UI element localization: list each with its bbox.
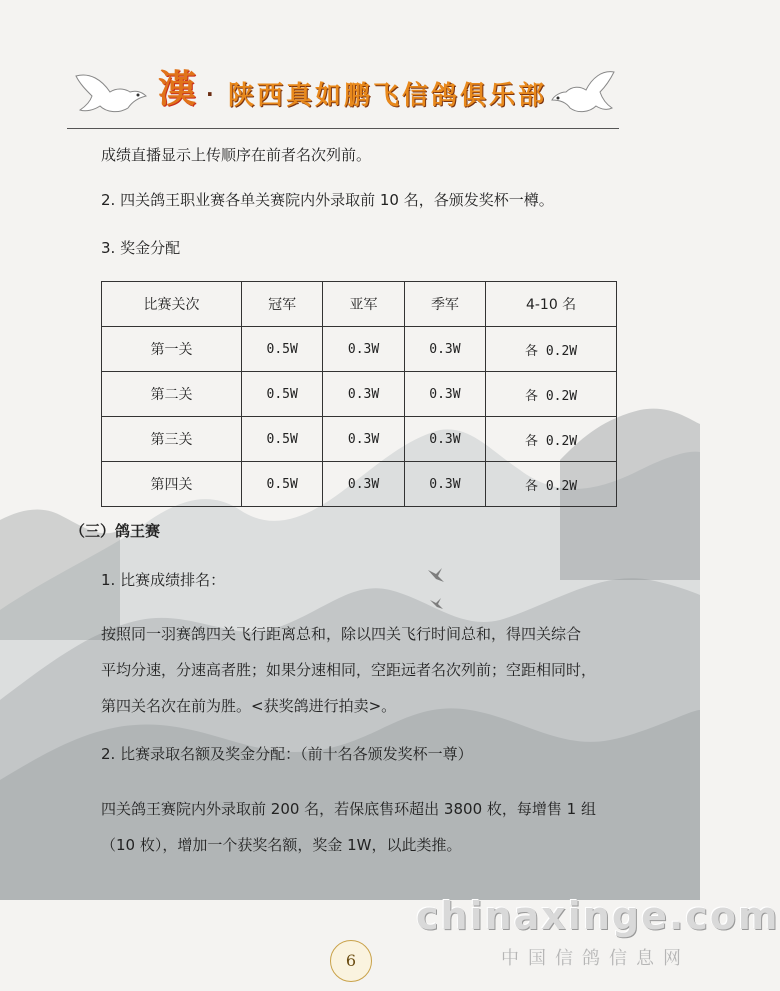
list-heading: 3. 奖金分配 (101, 239, 181, 257)
table-header-cell: 季军 (404, 282, 485, 327)
paragraph-line: 2. 四关鸽王职业赛各单关赛院内外录取前 10 名，各颁发奖杯一樽。 (101, 191, 554, 209)
table-cell: 0.3W (323, 417, 404, 462)
section-title: （三）鸽王赛 (70, 522, 161, 540)
prize-table (101, 281, 617, 507)
pigeon-right-icon (548, 64, 618, 120)
table-cell: 0.5W (241, 417, 322, 462)
table-header-cell: 4-10 名 (486, 282, 617, 327)
header-divider (67, 128, 619, 129)
list-heading: 2. 比赛录取名额及奖金分配：（前十名各颁发奖杯一尊） (101, 745, 473, 763)
table-cell: 第一关 (102, 327, 242, 372)
paragraph-line: 按照同一羽赛鸽四关飞行距离总和，除以四关飞行时间总和，得四关综合 (101, 625, 582, 643)
table-cell: 第三关 (102, 417, 242, 462)
table-cell: 各 0.2W (486, 417, 617, 462)
table-row (102, 372, 617, 417)
table-cell: 0.5W (241, 462, 322, 507)
table-header-cell: 冠军 (241, 282, 322, 327)
table-cell: 0.3W (323, 462, 404, 507)
table-header-row (102, 282, 617, 327)
table-cell: 第二关 (102, 372, 242, 417)
table-cell: 第四关 (102, 462, 242, 507)
table-cell: 0.3W (404, 327, 485, 372)
table-cell: 0.3W (404, 462, 485, 507)
pigeon-left-icon (72, 66, 150, 122)
table-cell: 0.3W (404, 417, 485, 462)
title-separator: · (206, 82, 214, 106)
table-header-cell: 比赛关次 (102, 282, 242, 327)
list-heading: 1. 比赛成绩排名： (101, 571, 226, 589)
table-cell: 0.5W (241, 372, 322, 417)
paragraph-line: 第四关名次在前为胜。<获奖鸽进行拍卖>。 (101, 697, 397, 715)
table-cell: 0.5W (241, 327, 322, 372)
table-cell: 0.3W (323, 327, 404, 372)
club-title: 陕西真如鹏飞信鸽俱乐部 (228, 81, 548, 111)
paragraph-line: 平均分速，分速高者胜；如果分速相同，空距远者名次列前；空距相同时， (101, 661, 597, 679)
watermark-logo: chinaxinge.com (416, 894, 780, 938)
paragraph-line: 四关鸽王赛院内外录取前 200 名，若保底售环超出 3800 枚，每增售 1 组 (101, 800, 596, 818)
paragraph-line: 成绩直播显示上传顺序在前者名次列前。 (101, 146, 372, 164)
table-header-cell: 亚军 (323, 282, 404, 327)
table-cell: 0.3W (404, 372, 485, 417)
watermark-subtitle: 中国信鸽信息网 (501, 948, 690, 969)
table-cell: 各 0.2W (486, 372, 617, 417)
table-row (102, 417, 617, 462)
table-row (102, 327, 617, 372)
table-cell: 各 0.2W (486, 327, 617, 372)
table-row (102, 462, 617, 507)
table-cell: 0.3W (323, 372, 404, 417)
page-number: 6 (330, 940, 372, 982)
logo-glyph: 漢 (158, 66, 197, 111)
paragraph-line: （10 枚），增加一个获奖名额，奖金 1W，以此类推。 (101, 836, 462, 854)
table-cell: 各 0.2W (486, 462, 617, 507)
